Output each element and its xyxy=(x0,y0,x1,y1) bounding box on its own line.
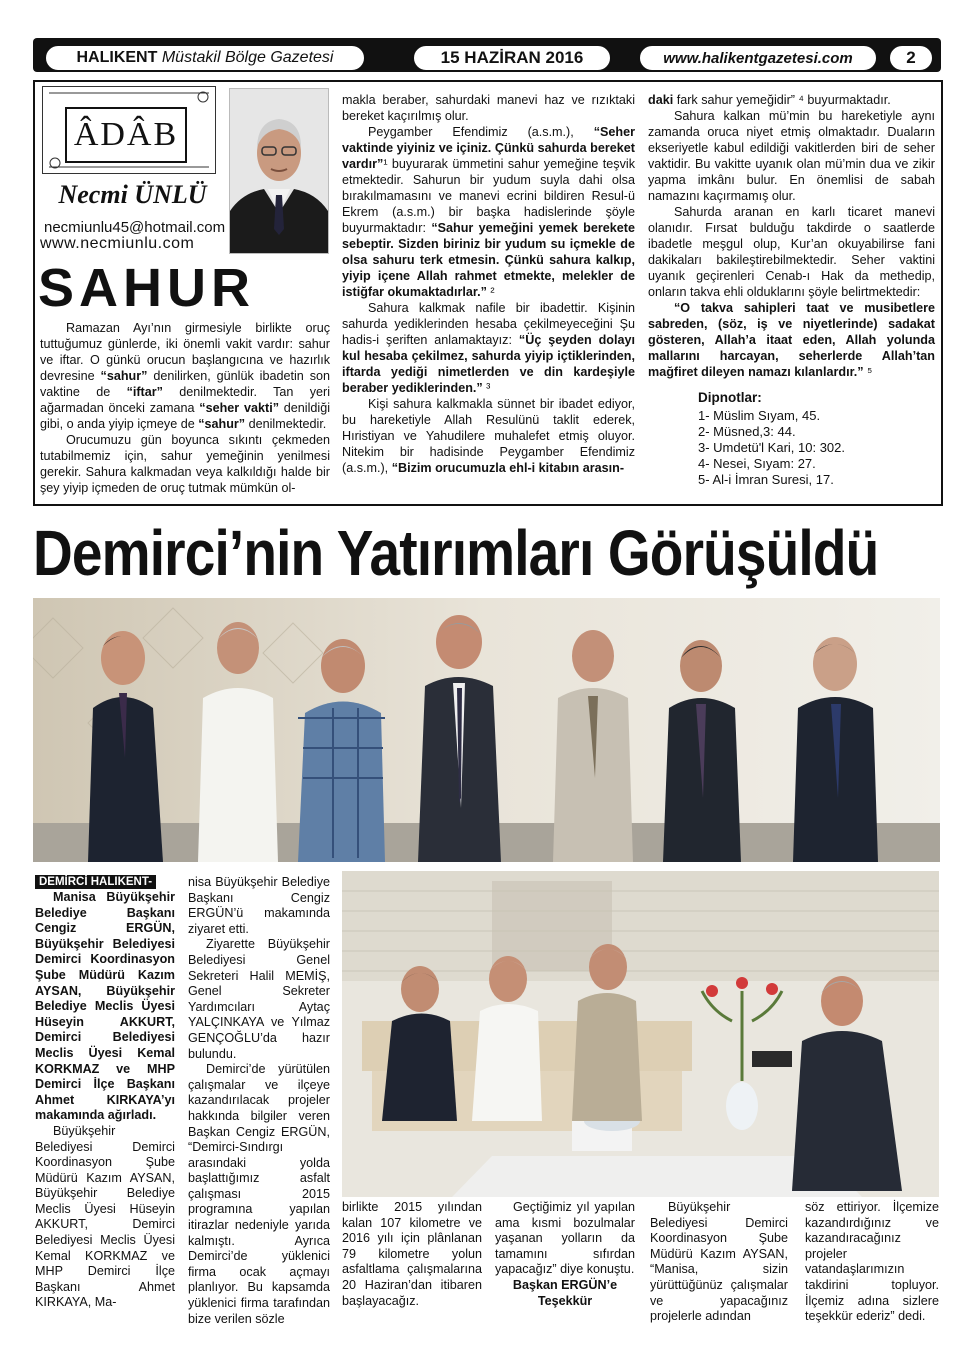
meeting-photo-image-icon xyxy=(342,871,939,1197)
news-subhead: Başkan ERGÜN’e Teşekkür xyxy=(512,1277,618,1308)
issue-date: 15 HAZİRAN 2016 xyxy=(412,44,612,72)
footnote-item: 4- Nesei, Sıyam: 27. xyxy=(698,456,816,471)
footnote-item: 5- Al-i İmran Suresi, 17. xyxy=(698,472,834,487)
article-column-1: Ramazan Ayı’nın girmesiyle birlikte oruç tuttuğumuz günlerde, iki önemli vakit vardır: sahur ve iftar. O günkü orucun başlangıcına ve hazırlık devresine “sahur” denilirken, günlük ibadetin son vaktine de “iftar” denilmektedir. Tan yeri ağarmadan önceki zamana “seher vakti” denildiği gibi, o anda yiyip içmeye de “sahur” denilmektedir. Orucumuzu gün boyunca sıkıntı çekmeden tutabilmemiz için, sahur yemeğinin yenilmesi gerekir. Sahura kalkmadan veya kalkıldığı halde bir şey yiyip içmeden de oruç tutmak mümkün ol- xyxy=(40,321,331,495)
footnote-item: 3- Umdetü'l Kari, 10: 302. xyxy=(698,440,845,455)
meeting-photo xyxy=(342,871,939,1197)
brand-name: HALIKENT xyxy=(76,49,158,66)
group-photo xyxy=(33,598,940,862)
footnote-item: 1- Müslim Sıyam, 45. xyxy=(698,408,821,423)
group-photo-image-icon xyxy=(33,598,940,862)
footnote-item: 2- Müsned,3: 44. xyxy=(698,424,796,439)
column-title: SAHUR xyxy=(38,258,256,318)
news-column-4: Geçtiğimiz yıl yapılan ama kısmi bozulmalar yaşanan yolların da tamamını sıfırdan yapacağız” diye konuştu. Başkan ERGÜN’e Teşekkür xyxy=(495,1200,635,1308)
column-logo xyxy=(42,86,216,174)
footnotes-title: Dipnotlar: xyxy=(698,390,762,405)
article-column-3: daki fark sahur yemeğidir” ⁴ buyurmaktadır. Sahura kalkan mü’min bu hareketiyle aynı zamanda oruca niyet etmiş olmaktadır. Duaların ekseriyetle kabul edildiği vakitlerden biri de seher vaktidir. Bu vakitte uyanık olan mü’min dua ve zikir yapma imkânı bulur. En önemlisi de sabah namazını kaçırmamış olur. Sahurda aranan en karlı ticaret manevi olanıdır. Fırsat bulduğu takdirde o saatlerde ibadetle meşgul olup, Kur’an okuyabilirse fani dakikaları bakileştirebilmektedir. Seher vaktini uyanık geçirenleri Cenab-ı Hak da methedip, onların takva ehli olduklarını şöyle belirtmektedir: “O takva sahipleri taat ve musibetlere sabreden, (söz, iş ve niyetlerinde) sadakat gösteren, Allah’a itaat eden, Allah yolunda mallarını harcayan, seherlerde Allah’tan mağfiret dileyen namazı kılanlardır.” ⁵ xyxy=(648,93,935,379)
website-link[interactable]: www.halikentgazetesi.com xyxy=(638,44,878,72)
logo-text: ÂDÂB xyxy=(65,107,187,163)
news-column-2: nisa Büyükşehir Belediye Başkanı Cengiz ERGÜN’ü makamında ziyaret etti. Ziyarette Büyükşehir Belediyesi Genel Sekreteri Halil MEMİŞ, Genel Sekreter Yardımcıları Aytaç YALÇINKAYA ve Yılmaz GENÇOĞLU’da hazır bulundu. Demirci’de yürütülen çalışmalar ve ilçeye kazandırılacak projeler hakkında bilgiler veren Başkan Cengiz ERGÜN, “Demirci-Sındırgı arasındaki yolda başlattığımız asfalt çalışması 2015 programına yapılan itirazlar nedeniyle yarıda kalmıştı. Ayrıca Demirci’de yüklenici firma ocak açmayı planlıyor. Bu kapsamda yüklenici firma tarafından bize verilen sözle xyxy=(188,875,330,1326)
author-photo-icon xyxy=(230,89,328,253)
news-column-5: Büyükşehir Belediyesi Demirci Koordinasyon Şube Müdürü Kazım AYSAN, “Manisa, sizin yürüttüğünüz çalışmalar ve yapacağınız projelerle adından xyxy=(650,1200,788,1324)
news-headline: Demirci’nin Yatırımları Görüşüldü xyxy=(33,517,879,589)
footnotes xyxy=(698,390,933,488)
page-number: 2 xyxy=(888,44,934,72)
author-email[interactable]: necmiunlu45@hotmail.com xyxy=(44,219,226,236)
article-column-2: makla beraber, sahurdaki manevi haz ve rızıktaki bereket kaçırılmış olur. Peygamber Efendimiz (a.s.m.), “Seher vaktinde yiyiniz ve içiniz. Çünkü sahurda bereket vardır”¹ buyurarak ümmetini sahur yemeğine teşvik etmektedir. Sahurun bir yudum suyla dahi olsa bırakılmamasını ve manevi ecrini bildiren Resul-ü Ekrem (a.s.m.) bir başka hadislerinde şöyle buyurmaktadır: “Sahur yemeğini yemek berekete sebeptir. Sizden biriniz bir yudum su içmekle de olsa sahuru terk etmesin. Çünkü sahura kalkıp, yiyip içene Allah rahmet etmekte, melekler de istiğfar okumaktadırlar.” ² Sahura kalkmak nafile bir ibadettir. Kişinin sahurda yediklerinden hesaba çekilmeyeceğini Şu hadis-i şeriften anlamaktayız: “Üç şeyden dolayı kul hesaba çekilmez, sahurda yiyip içtiklerinden, iftarda yediği nimetlerden ve din kardeşiyle beraber yediklerinden.” ³ Kişi sahura kalkmakla sünnet bir ibadet ediyor, bu hareketiyle Allah Resulünü taklit ederek, Hıristiyan ve Yahudilere muhalefet etmiş oluyor. Nitekim bir hadisinde Peygamber Efendimiz (a.s.m.), “Bizim orucumuzla ehl-i kitabın arasın- xyxy=(342,93,635,475)
news-location-tag: DEMİRCİ HALIKENT- xyxy=(35,875,156,889)
author-website[interactable]: www.necmiunlu.com xyxy=(40,235,195,252)
news-column-6: söz ettiriyor. İlçemize kazandırdığınız ve kazandıracağınız projeler vatandaşlarımızın takdirini topluyor. İlçemiz adına sizlere teşekkür ederiz” dedi. xyxy=(805,1200,939,1324)
author-name xyxy=(40,180,225,210)
author-portrait xyxy=(229,88,329,254)
author-first: Necmi xyxy=(58,180,128,209)
author-last: ÜNLÜ xyxy=(134,180,207,209)
news-column-3: birlikte 2015 yılından kalan 107 kilometre ve 2016 yılı için plânlanan 79 kilometre yolun asfaltlama çalışmalarına 20 Haziran’dan itibaren başlayacağız. xyxy=(342,1200,482,1308)
masthead-pill xyxy=(44,44,366,72)
news-column-1: Manisa Büyükşehir Belediye Başkanı Cengiz ERGÜN, Büyükşehir Belediyesi Demirci Koordinasyon Şube Müdürü Kazım AYSAN, Büyükşehir Belediye Meclis Üyesi Hüseyin AKKURT, Demirci Belediyesi Meclis Üyesi Kemal KORKMAZ ve MHP Demirci İlçe Başkanı Ahmet KIRKAYA’yı makamında ağırladı. Büyükşehir Belediyesi Demirci Koordinasyon Şube Müdürü Kazım AYSAN, Büyükşehir Belediye Meclis Üyesi Hüseyin AKKURT, Demirci Belediyesi Meclis Üyesi Kemal KORKMAZ ve MHP Demirci İlçe Başkanı Ahmet KIRKAYA, Ma- xyxy=(35,890,175,1310)
brand-subtitle: Müstakil Bölge Gazetesi xyxy=(161,49,334,66)
